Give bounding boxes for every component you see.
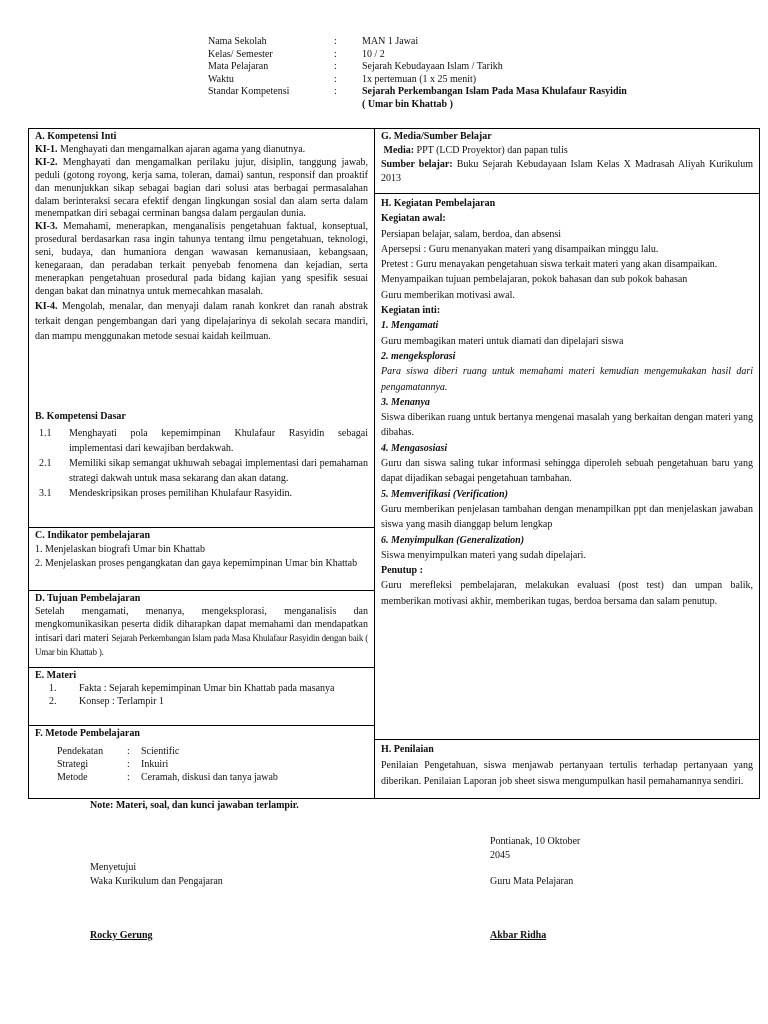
- header-key: Kelas/ Semester: [208, 48, 273, 60]
- penutup-text: Guru merefleksi pembelajaran, melakukan evaluasi (post test) dan umpan balik, memberikan motivasi akhir, memberikan tugas, berdoa bersama dan salam penutup.: [381, 580, 753, 607]
- section-e-materi: [29, 667, 374, 725]
- section-g-media: [375, 129, 759, 193]
- header-continuation: ( Umar bin Khattab ): [362, 98, 453, 110]
- left-signer-name: Rocky Gerung: [90, 930, 153, 941]
- tujuan-text: Setelah mengamati, menanya, mengeksplorasi, menganalisis dan mengkomunikasikan peserta didik diharapkan dapat memahami dan mendapatkan intisari dari materi Sejarah Perkembangan Islam pada Masa Khulafaur Rasyidin dengan baik ( Umar bin Khattab ).: [35, 605, 368, 657]
- left-column: [28, 128, 375, 799]
- media-line: Media: PPT (LCD Proyektor) dan papan tulis: [383, 144, 568, 156]
- awal-line: Menyampaikan tujuan pembelajaran, pokok bahasan dan sub pokok bahasan: [381, 274, 688, 286]
- ki-item: KI-1. Menghayati dan mengamalkan ajaran agama yang dianutnya.: [35, 143, 306, 155]
- step-heading: 6. Menyimpulkan (Generalization): [381, 534, 525, 546]
- header-colon: :: [334, 48, 337, 60]
- header-value: MAN 1 Jawai: [362, 36, 419, 47]
- section-title: F. Metode Pembelajaran: [35, 728, 140, 739]
- place-date: Pontianak, 10 Oktober: [490, 836, 581, 847]
- step-heading: 5. Memverifikasi (Verification): [381, 488, 508, 500]
- penutup-title: Penutup :: [381, 565, 423, 577]
- header-row: [208, 74, 678, 87]
- header-colon: :: [334, 61, 337, 72]
- lesson-plan-table: [28, 128, 760, 799]
- section-title: H. Penilaian: [381, 744, 434, 755]
- step-text: Siswa diberikan ruang untuk bertanya mengenai masalah yang berkaitan dengan materi yang dibahas.: [381, 412, 753, 439]
- section-title: H. Kegiatan Pembelajaran: [381, 198, 496, 209]
- header-colon: :: [334, 36, 337, 47]
- metode-row: Pendekatan : Scientific: [57, 745, 180, 757]
- indikator-item: 2. Menjelaskan proses pengangkatan dan gaya kepemimpinan Umar bin Khattab: [35, 557, 358, 569]
- section-h-kegiatan: [375, 193, 759, 739]
- metode-row: Metode : Ceramah, diskusi dan tanya jawab: [57, 771, 278, 783]
- header-key: Waktu: [208, 73, 234, 85]
- step-text: Siswa menyimpulkan materi yang sudah dipelajari.: [381, 549, 586, 561]
- indikator-item: 1. Menjelaskan biografi Umar bin Khattab: [35, 543, 205, 555]
- kegiatan-awal-title: Kegiatan awal:: [381, 213, 446, 225]
- header-row: [208, 61, 678, 74]
- header-colon: :: [334, 86, 337, 97]
- header-value: Sejarah Kebudayaan Islam / Tarikh: [362, 61, 503, 72]
- ki-item: KI-3. Memahami, menerapkan, menganalisis pengetahuan faktual, konseptual, prosedural berdasarkan rasa ingin tahunya tentang ilmu pengetahuan, teknologi, seni, budaya, dan humaniora dengan wawasan kemanusiaan, kebangsaan, kenegaraan, dan peradaban terkait penyebab fenomena dan kejadian, serta menerapkan pengetahuan prosedural pada bidang kajian yang spesifik sesuai dengan bakat dan minatnya untuk memecahkan masalah.: [35, 221, 368, 297]
- sumber-line: Sumber belajar: Buku Sejarah Kebudayaan Islam Kelas X Madrasah Aliyah Kurikulum 2013: [381, 158, 753, 184]
- header-value: Sejarah Perkembangan Islam Pada Masa Khulafaur Rasyidin: [362, 86, 627, 97]
- kd-item: 1.1 Menghayati pola kepemimpinan Khulafaur Rasyidin sebagai implementasi dari kewajiban berdakwah.: [39, 427, 368, 454]
- header-row: [208, 86, 678, 99]
- step-heading: 3. Menanya: [381, 396, 430, 408]
- ki-item: KI-4. Mengolah, menalar, dan menyaji dalam ranah konkret dan ranah abstrak terkait dengan pengembangan dari yang dipelajarinya di sekolah secara mandiri, dan mampu menggunakan metode sesuai kaidah keilmuan.: [35, 300, 368, 342]
- header-value: 1x pertemuan (1 x 25 menit): [362, 73, 477, 85]
- step-heading: 2. mengeksplorasi: [381, 350, 456, 362]
- step-text: Guru memberikan penjelasan tambahan dengan menampilkan ppt dan menjelaskan jawaban siswa yang masih dianggap belum lengkap: [381, 503, 753, 531]
- note-line: Note: Materi, soal, dan kunci jawaban terlampir.: [90, 800, 299, 811]
- metode-row: Strategi : Inkuiri: [57, 758, 169, 770]
- step-text: Guru membagikan materi untuk diamati dan dipelajari siswa: [381, 335, 624, 347]
- awal-line: Pretest : Guru menayakan pengetahuan siswa terkait materi yang akan disampaikan.: [381, 259, 718, 271]
- step-heading: 1. Mengamati: [381, 320, 439, 332]
- materi-item: 1. Fakta : Sejarah kepemimpinan Umar bin Khattab pada masanya: [49, 682, 335, 694]
- header-block: [208, 36, 678, 111]
- section-title: A. Kompetensi Inti: [35, 131, 117, 142]
- header-key: Standar Kompetensi: [208, 86, 290, 97]
- ki-item: KI-2. Menghayati dan mengamalkan perilaku jujur, disiplin, tanggung jawab, peduli (gotong royong, kerja sama, toleran, damai) santun, responsif dan proaktif dan menunjukkan sikap sebagai bagian dari solusi atas berbagai permasalahan dalam berinteraksi secara efektif dengan lingkungan sosial dan alam serta dalam menempatkan diri sebagai cerminan bangsa dalam pergaulan dunia.: [35, 156, 368, 220]
- section-title: G. Media/Sumber Belajar: [381, 131, 492, 142]
- step-text: Para siswa diberi ruang untuk memahami materi kemudian mengemukakan hasil dari pengamatannya.: [381, 366, 753, 393]
- date-year: 2045: [490, 850, 510, 861]
- left-signer-role: Waka Kurikulum dan Pengajaran: [90, 876, 223, 887]
- header-key: Mata Pelajaran: [208, 61, 269, 72]
- section-title: B. Kompetensi Dasar: [35, 411, 126, 422]
- penilaian-text: Penilaian Pengetahuan, siswa menjawab pertanyaan tertulis terhadap pertanyaan yang diberikan. Penilaian Laporan job sheet siswa mengumpulkan hasil pemahamannya sendiri.: [381, 760, 753, 787]
- section-b-kompetensi-dasar: [29, 409, 374, 527]
- header-colon: :: [334, 73, 337, 85]
- kd-item: 2.1 Memiliki sikap semangat ukhuwah sebagai implementasi dari pemahaman strategi dakwah untuk masa sekarang dan akan datang.: [39, 457, 368, 484]
- section-h-penilaian: [375, 739, 759, 800]
- section-title: C. Indikator pembelajaran: [35, 530, 151, 541]
- header-value: 10 / 2: [362, 48, 385, 60]
- header-row: [208, 49, 678, 62]
- section-d-tujuan: [29, 590, 374, 667]
- awal-line: Apersepsi : Guru menanyakan materi yang disampaikan minggu lalu.: [381, 243, 659, 255]
- right-column: [375, 128, 760, 799]
- header-key: Nama Sekolah: [208, 36, 267, 47]
- awal-line: Persiapan belajar, salam, berdoa, dan absensi: [381, 228, 562, 240]
- section-f-metode: [29, 725, 374, 800]
- step-heading: 4. Mengasosiasi: [381, 442, 448, 454]
- awal-line: Guru memberikan motivasi awal.: [381, 289, 515, 301]
- section-a-kompetensi-inti: [29, 129, 374, 405]
- materi-item: 2. Konsep : Terlampir 1: [49, 695, 164, 707]
- step-text: Guru dan siswa saling tukar informasi sehingga diperoleh sebuah pengetahuan baru yang dapat dijadikan sebagai pengetahuan tambahan.: [381, 458, 753, 485]
- kd-item: 3.1 Mendeskripsikan proses pemilihan Khulafaur Rasyidin.: [39, 487, 293, 499]
- header-row: [208, 36, 678, 49]
- section-title: D. Tujuan Pembelajaran: [35, 593, 141, 604]
- menyetujui-label: Menyetujui: [90, 862, 137, 873]
- right-signer-role: Guru Mata Pelajaran: [490, 876, 574, 887]
- kegiatan-inti-title: Kegiatan inti:: [381, 305, 441, 317]
- section-c-indikator: [29, 527, 374, 590]
- right-signer-name: Akbar Ridha: [490, 930, 547, 941]
- section-title: E. Materi: [35, 670, 77, 681]
